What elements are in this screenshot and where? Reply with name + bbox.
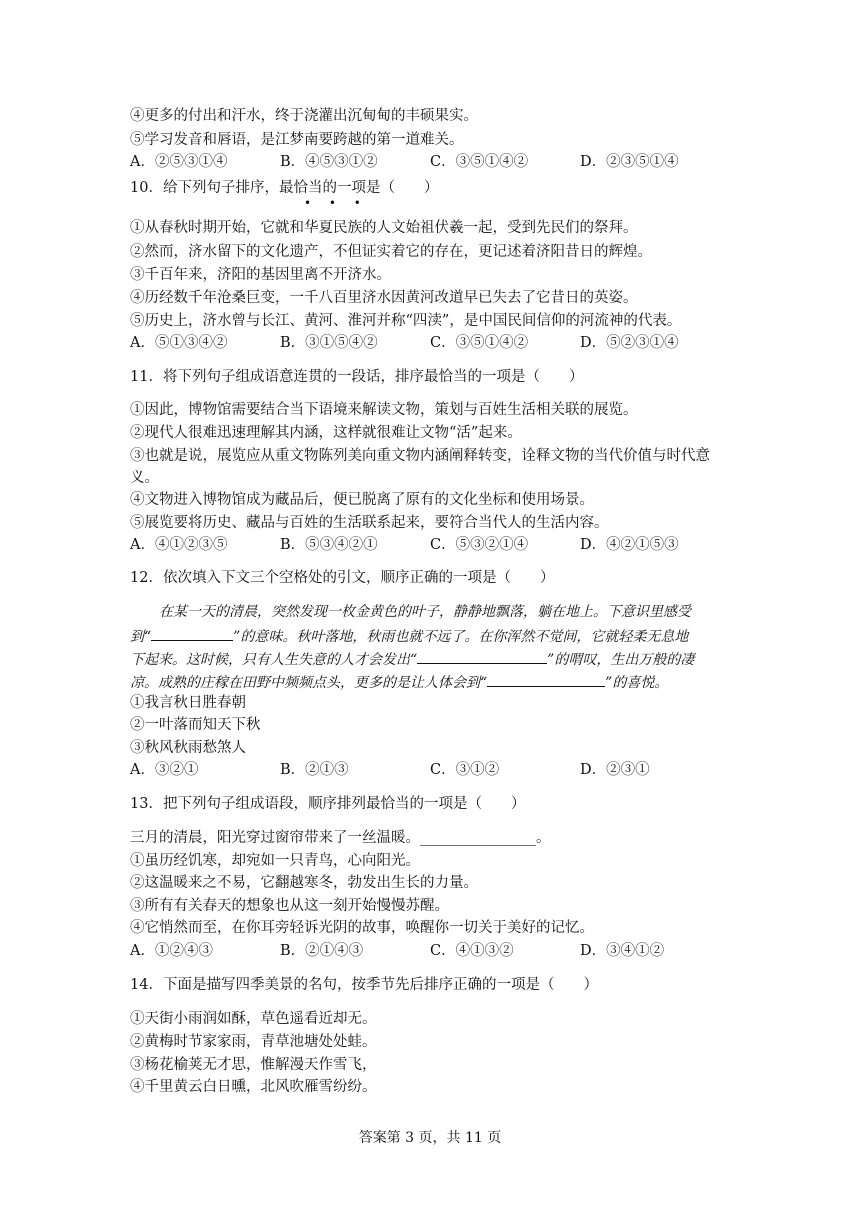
q12-passage-text: 下起来。这时候，只有人生失意的人才会发出“ bbox=[130, 652, 418, 668]
q14-verse-1: ①天街小雨润如酥，草色遥看近却无。 bbox=[130, 1011, 377, 1027]
q11-option-a: A．④①②③⑤ bbox=[130, 537, 228, 553]
q9-option-c: C．③⑤①④② bbox=[430, 154, 529, 170]
q12-option-a: A．③②① bbox=[130, 762, 199, 778]
q12-passage-line-2 bbox=[130, 625, 688, 647]
q12-passage-line-3 bbox=[130, 648, 694, 670]
q11-sentence-3: ③也就是说，展览应从重文物陈列美向重文物内涵阐释转变，诠释文物的当代价值与时代意 bbox=[130, 448, 710, 464]
q13-lead: 三月的清晨，阳光穿过窗帘带来了一丝温暖。________________。 bbox=[130, 830, 551, 846]
q11-sentence-2: ②现代人很难迅速理解其内涵，这样就很难让文物“活”起来。 bbox=[130, 425, 522, 441]
q12-passage-text: ”的意味。秋叶落地，秋雨也就不远了。在你浑然不觉间，它就轻柔无息地 bbox=[233, 629, 689, 645]
q11-option-d: D．④②①⑤③ bbox=[580, 537, 679, 553]
q10-sentence-5: ⑤历史上，济水曾与长江、黄河、淮河并称“四渎”，是中国民间信仰的河流神的代表。 bbox=[130, 313, 682, 329]
q10-sentence-3: ③千百年来，济阳的基因里离不开济水。 bbox=[130, 267, 391, 283]
q10-option-b: B．③①⑤④② bbox=[280, 335, 378, 351]
q13-sentence-2: ②这温暖来之不易，它翻越寒冬，勃发出生长的力量。 bbox=[130, 875, 478, 891]
q9-option-d: D．②③⑤①④ bbox=[580, 154, 679, 170]
q13-option-c: C．④①③② bbox=[430, 943, 514, 959]
q11-option-b: B．⑤③④②① bbox=[280, 537, 378, 553]
q13-sentence-4: ④它悄然而至，在你耳旁轻诉光阴的故事，唤醒你一切关于美好的记忆。 bbox=[130, 920, 594, 936]
q9-option-a: A．②⑤③①④ bbox=[130, 154, 228, 170]
q10-option-d: D．⑤②③①④ bbox=[580, 335, 679, 351]
q12-stem: 12．依次填入下文三个空格处的引文，顺序正确的一项是（ ） bbox=[130, 570, 555, 586]
q14-stem: 14．下面是描写四季美景的名句，按季节先后排序正确的一项是（ ） bbox=[130, 977, 598, 993]
q13-option-b: B．②①④③ bbox=[280, 943, 364, 959]
q12-option-d: D．②③① bbox=[580, 762, 650, 778]
q13-sentence-1: ①虽历经饥寒，却宛如一只青鸟，心向阳光。 bbox=[130, 853, 420, 869]
q9-sentence-5: ⑤学习发音和唇语，是江梦南要跨越的第一道难关。 bbox=[130, 132, 464, 148]
q12-option-c: C．③①② bbox=[430, 762, 500, 778]
q10-sentence-2: ②然而，济水留下的文化遗产，不但证实着它的存在，更记述着济阳昔日的辉煌。 bbox=[130, 244, 652, 260]
q13-option-d: D．③④①② bbox=[580, 943, 665, 959]
q13-stem: 13．把下列句子组成语段，顺序排列最恰当的一项是（ ） bbox=[130, 796, 526, 812]
q12-blank-2 bbox=[417, 648, 547, 664]
emphasis-dots: • • • bbox=[304, 196, 368, 210]
q11-sentence-4: ④文物进入博物馆成为藏品后，便已脱离了原有的文化坐标和使用场景。 bbox=[130, 492, 594, 508]
q9-sentence-4: ④更多的付出和汗水，终于浇灌出沉甸甸的丰硕果实。 bbox=[130, 108, 478, 124]
q14-verse-3: ③杨花榆荚无才思，惟解漫天作雪飞， bbox=[130, 1057, 377, 1073]
q12-passage-text: ”的喜悦。 bbox=[605, 675, 669, 691]
q11-option-c: C．⑤③②①④ bbox=[430, 537, 529, 553]
q10-sentence-1: ①从春秋时期开始，它就和华夏民族的人文始祖伏羲一起，受到先民们的祭拜。 bbox=[130, 220, 638, 236]
q12-passage-text: ”的喟叹，生出万般的凄 bbox=[547, 652, 695, 668]
q10-stem: 10．给下列句子排序，最恰当的一项是（ ） bbox=[130, 180, 439, 196]
q12-option-b: B．②①③ bbox=[280, 762, 349, 778]
q12-passage-text: 到“ bbox=[130, 629, 152, 645]
q12-passage-line-1: 在某一天的清晨，突然发现一枚金黄色的叶子，静静地飘落，躺在地上。下意识里感受 bbox=[159, 604, 691, 620]
q12-passage-text: 凉。成熟的庄稼在田野中频频点头，更多的是让人体会到“ bbox=[130, 675, 488, 691]
q11-sentence-5: ⑤展览要将历史、藏品与百姓的生活联系起来，要符合当代人的生活内容。 bbox=[130, 515, 609, 531]
q14-verse-2: ②黄梅时节家家雨，青草池塘处处蛙。 bbox=[130, 1034, 377, 1050]
q9-option-b: B．④⑤③①② bbox=[280, 154, 378, 170]
q11-sentence-3-cont: 义。 bbox=[130, 470, 159, 486]
q12-quote-1: ①我言秋日胜春朝 bbox=[130, 695, 246, 711]
q12-blank-1 bbox=[151, 625, 233, 641]
q11-stem: 11．将下列句子组成语意连贯的一段话，排序最恰当的一项是（ ） bbox=[130, 369, 584, 385]
q10-option-c: C．③⑤①④② bbox=[430, 335, 529, 351]
q12-passage-line-4 bbox=[130, 671, 668, 693]
q10-sentence-4: ④历经数千年沧桑巨变，一千八百里济水因黄河改道早已失去了它昔日的英姿。 bbox=[130, 290, 638, 306]
q14-verse-4: ④千里黄云白日曛，北风吹雁雪纷纷。 bbox=[130, 1079, 377, 1095]
q13-sentence-3: ③所有有关春天的想象也从这一刻开始慢慢苏醒。 bbox=[130, 898, 449, 914]
q10-option-a: A．⑤①③④② bbox=[130, 335, 228, 351]
q12-quote-2: ②一叶落而知天下秋 bbox=[130, 717, 261, 733]
q11-sentence-1: ①因此，博物馆需要结合当下语境来解读文物，策划与百姓生活相关联的展览。 bbox=[130, 402, 638, 418]
q12-blank-3 bbox=[487, 671, 605, 687]
q12-quote-3: ③秋风秋雨愁煞人 bbox=[130, 740, 246, 756]
page-footer: 答案第 3 页，共 11 页 bbox=[358, 1130, 502, 1146]
q13-option-a: A．①②④③ bbox=[130, 943, 213, 959]
